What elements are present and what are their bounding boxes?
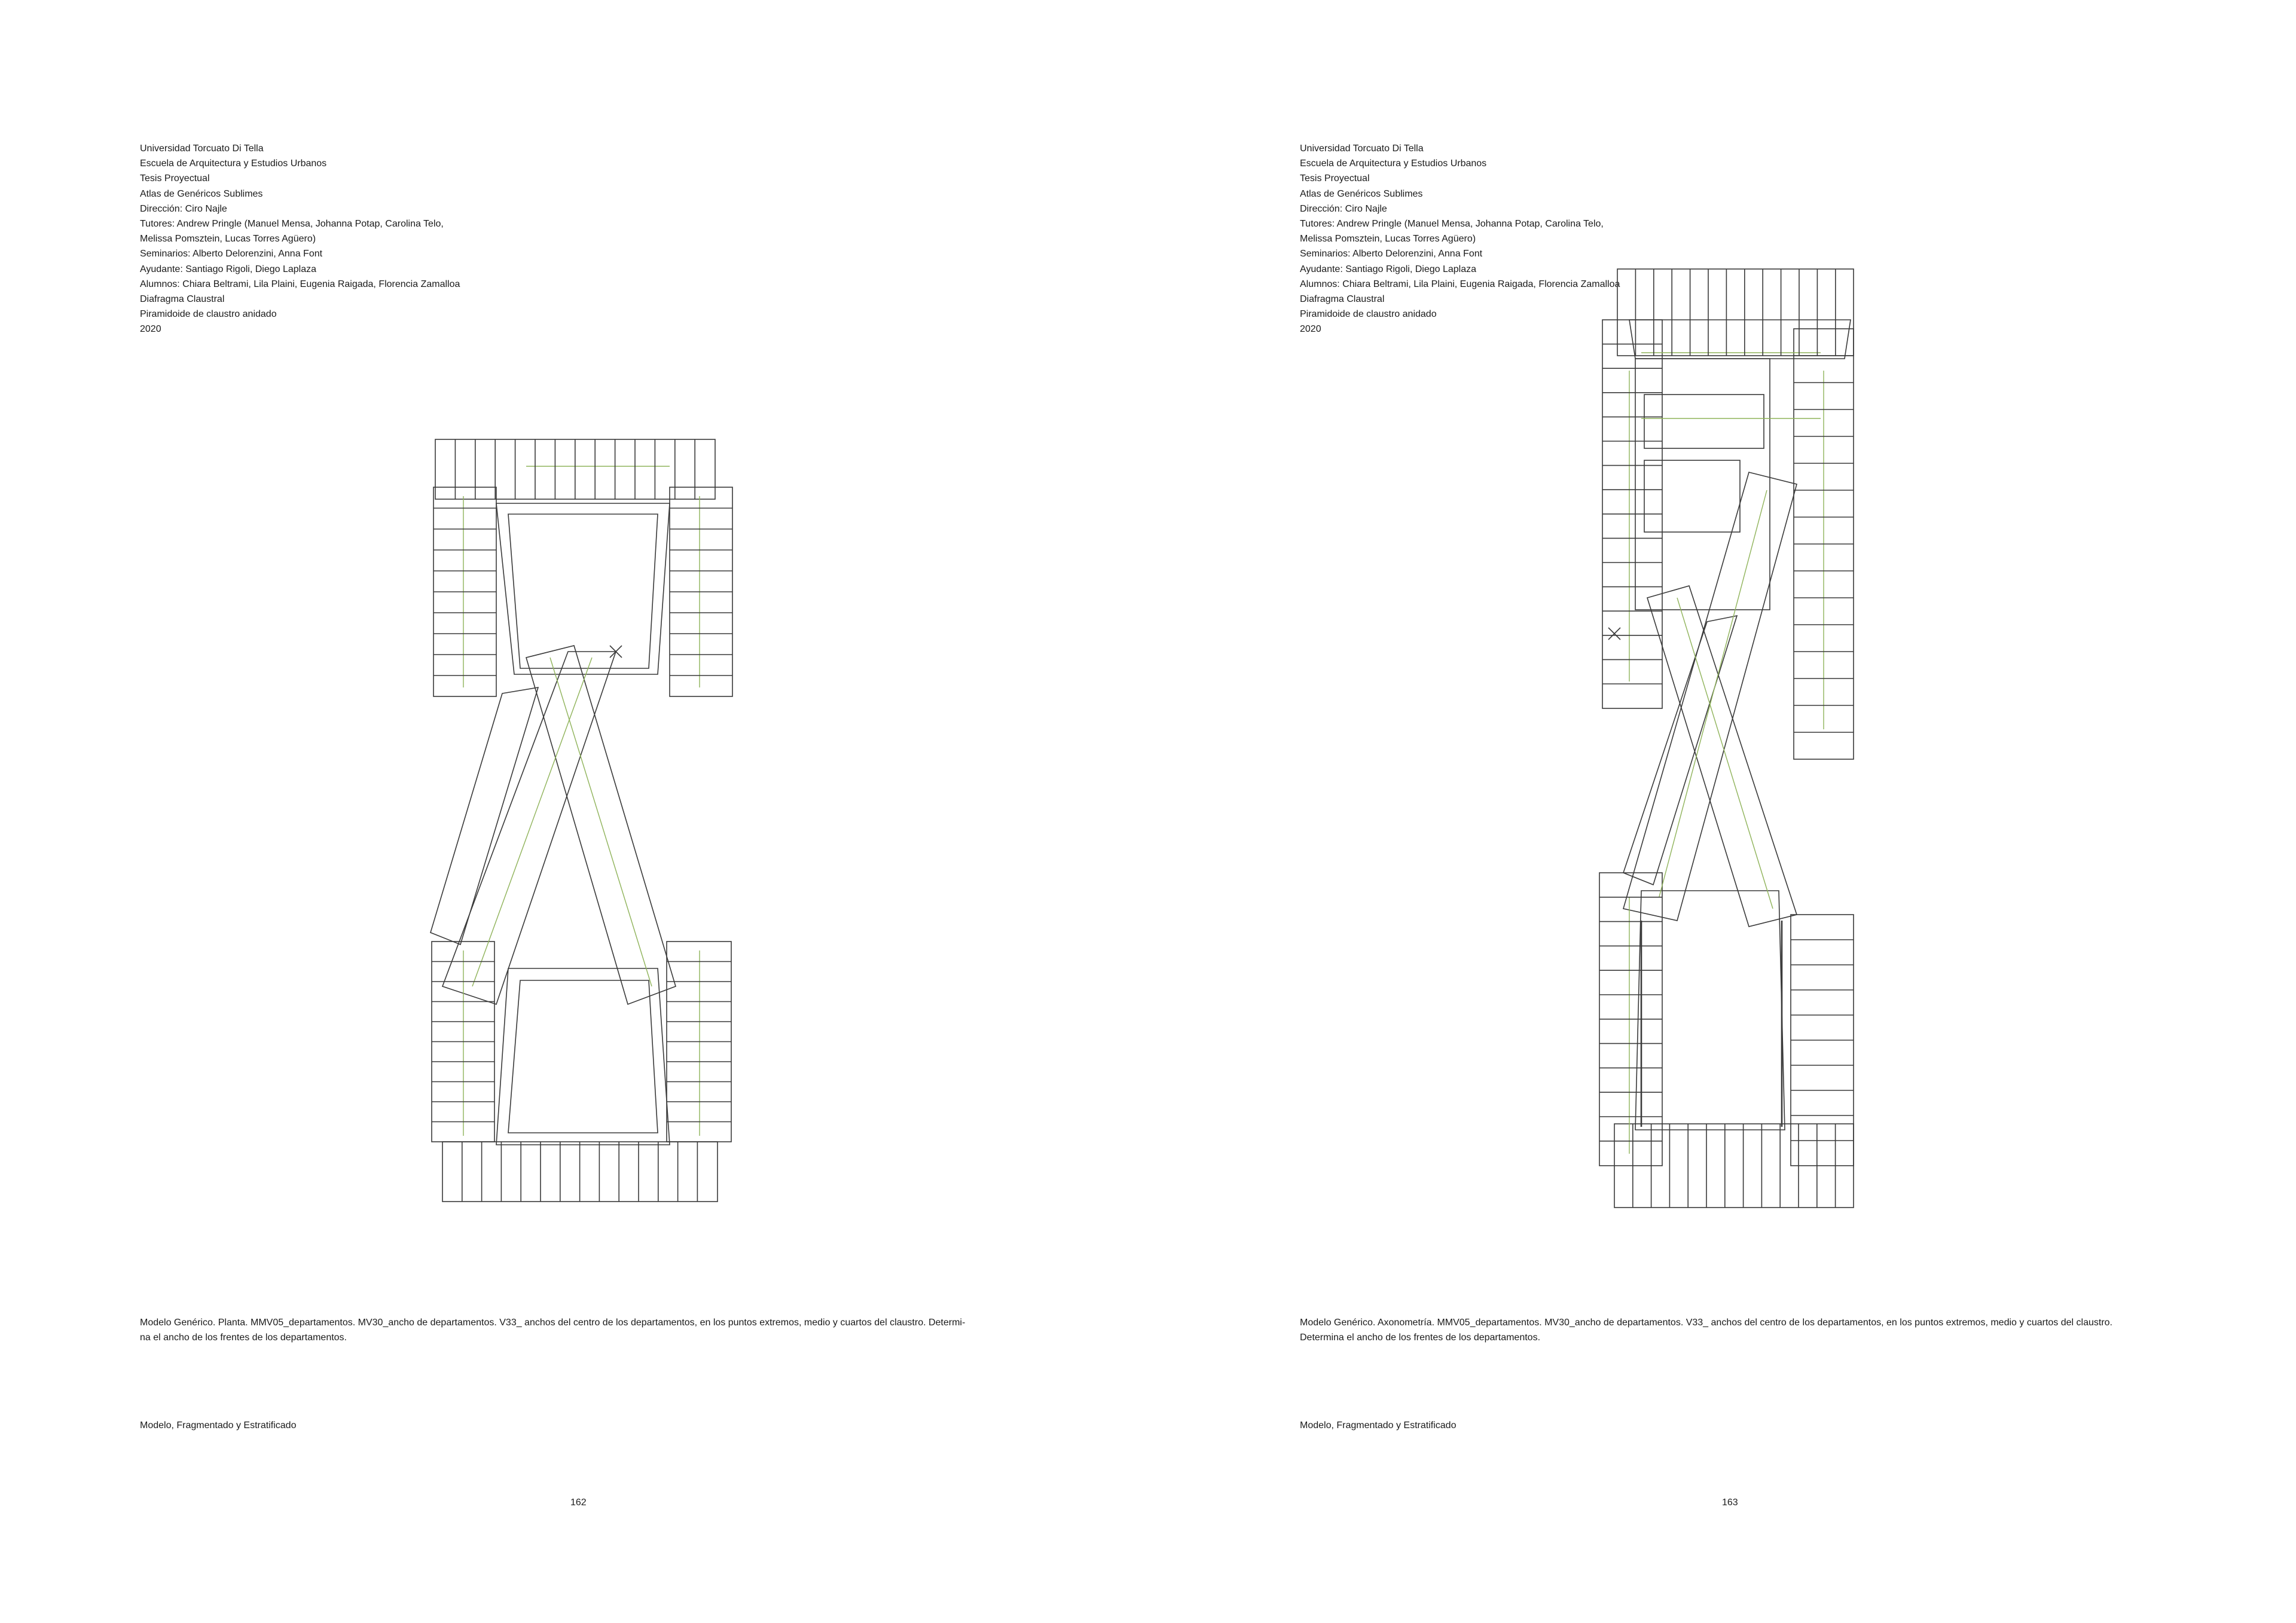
caption-text: Modelo Genérico. Planta. MMV05_departamentos. MV30_ancho de departamentos. V33_ anchos del centro de los departamentos, en los puntos extremos, medio y cuartos del claustro. Determi- na el ancho de los frentes de los departamentos. <box>140 1318 966 1343</box>
credit-line: Escuela de Arquitectura y Estudios Urbanos <box>1300 158 1487 169</box>
credit-line: Tutores: Andrew Pringle (Manuel Mensa, Johanna Potap, Carolina Telo, Melissa Pomsztein, Lucas Torres Agüero) <box>1300 219 1604 244</box>
credit-line: Escuela de Arquitectura y Estudios Urbanos <box>140 158 327 169</box>
credit-line: Seminarios: Alberto Delorenzini, Anna Font <box>1300 249 1483 259</box>
credit-line: Piramidoide de claustro anidado <box>1300 309 1437 320</box>
figure-caption <box>140 1315 1025 1345</box>
section-title: Modelo, Fragmentado y Estratificado <box>140 1420 297 1431</box>
credit-line: Diafragma Claustral <box>140 294 225 305</box>
credit-line: Universidad Torcuato Di Tella <box>140 143 264 154</box>
credit-line: Ayudante: Santiago Rigoli, Diego Laplaza <box>1300 264 1477 274</box>
axonometric-drawing <box>1570 263 1880 1214</box>
credit-line: Alumnos: Chiara Beltrami, Lila Plaini, Eugenia Raigada, Florencia Zamalloa <box>1300 279 1620 289</box>
credit-line: Tesis Proyectual <box>140 173 210 184</box>
figure-caption <box>1300 1315 2137 1345</box>
page-right <box>1148 0 2296 1623</box>
plan-drawing <box>419 430 741 1214</box>
credit-line: 2020 <box>1300 324 1321 335</box>
credit-line: Dirección: Ciro Najle <box>1300 203 1387 214</box>
section-title: Modelo, Fragmentado y Estratificado <box>1300 1420 1457 1431</box>
credits-block <box>140 141 511 337</box>
credit-line: 2020 <box>140 324 161 335</box>
page-number: 162 <box>570 1497 587 1508</box>
credit-line: Diafragma Claustral <box>1300 294 1385 305</box>
credit-line: Ayudante: Santiago Rigoli, Diego Laplaza <box>140 264 317 274</box>
credit-line: Atlas de Genéricos Sublimes <box>140 188 263 199</box>
credit-line: Tesis Proyectual <box>1300 173 1370 184</box>
credit-line: Universidad Torcuato Di Tella <box>1300 143 1424 154</box>
credit-line: Alumnos: Chiara Beltrami, Lila Plaini, Eugenia Raigada, Florencia Zamalloa <box>140 279 460 289</box>
credit-line: Tutores: Andrew Pringle (Manuel Mensa, Johanna Potap, Carolina Telo, Melissa Pomsztein, Lucas Torres Agüero) <box>140 219 444 244</box>
credit-line: Piramidoide de claustro anidado <box>140 309 277 320</box>
credit-line: Atlas de Genéricos Sublimes <box>1300 188 1423 199</box>
credit-line: Seminarios: Alberto Delorenzini, Anna Font <box>140 249 323 259</box>
caption-text: Modelo Genérico. Axonometría. MMV05_departamentos. MV30_ancho de departamentos. V33_ anchos del centro de los departamentos, en los puntos extremos, medio y cuartos del claustro. Determina el ancho de los frentes de los departamentos. <box>1300 1318 2112 1343</box>
page-number: 163 <box>1722 1497 1738 1508</box>
credit-line: Dirección: Ciro Najle <box>140 203 227 214</box>
